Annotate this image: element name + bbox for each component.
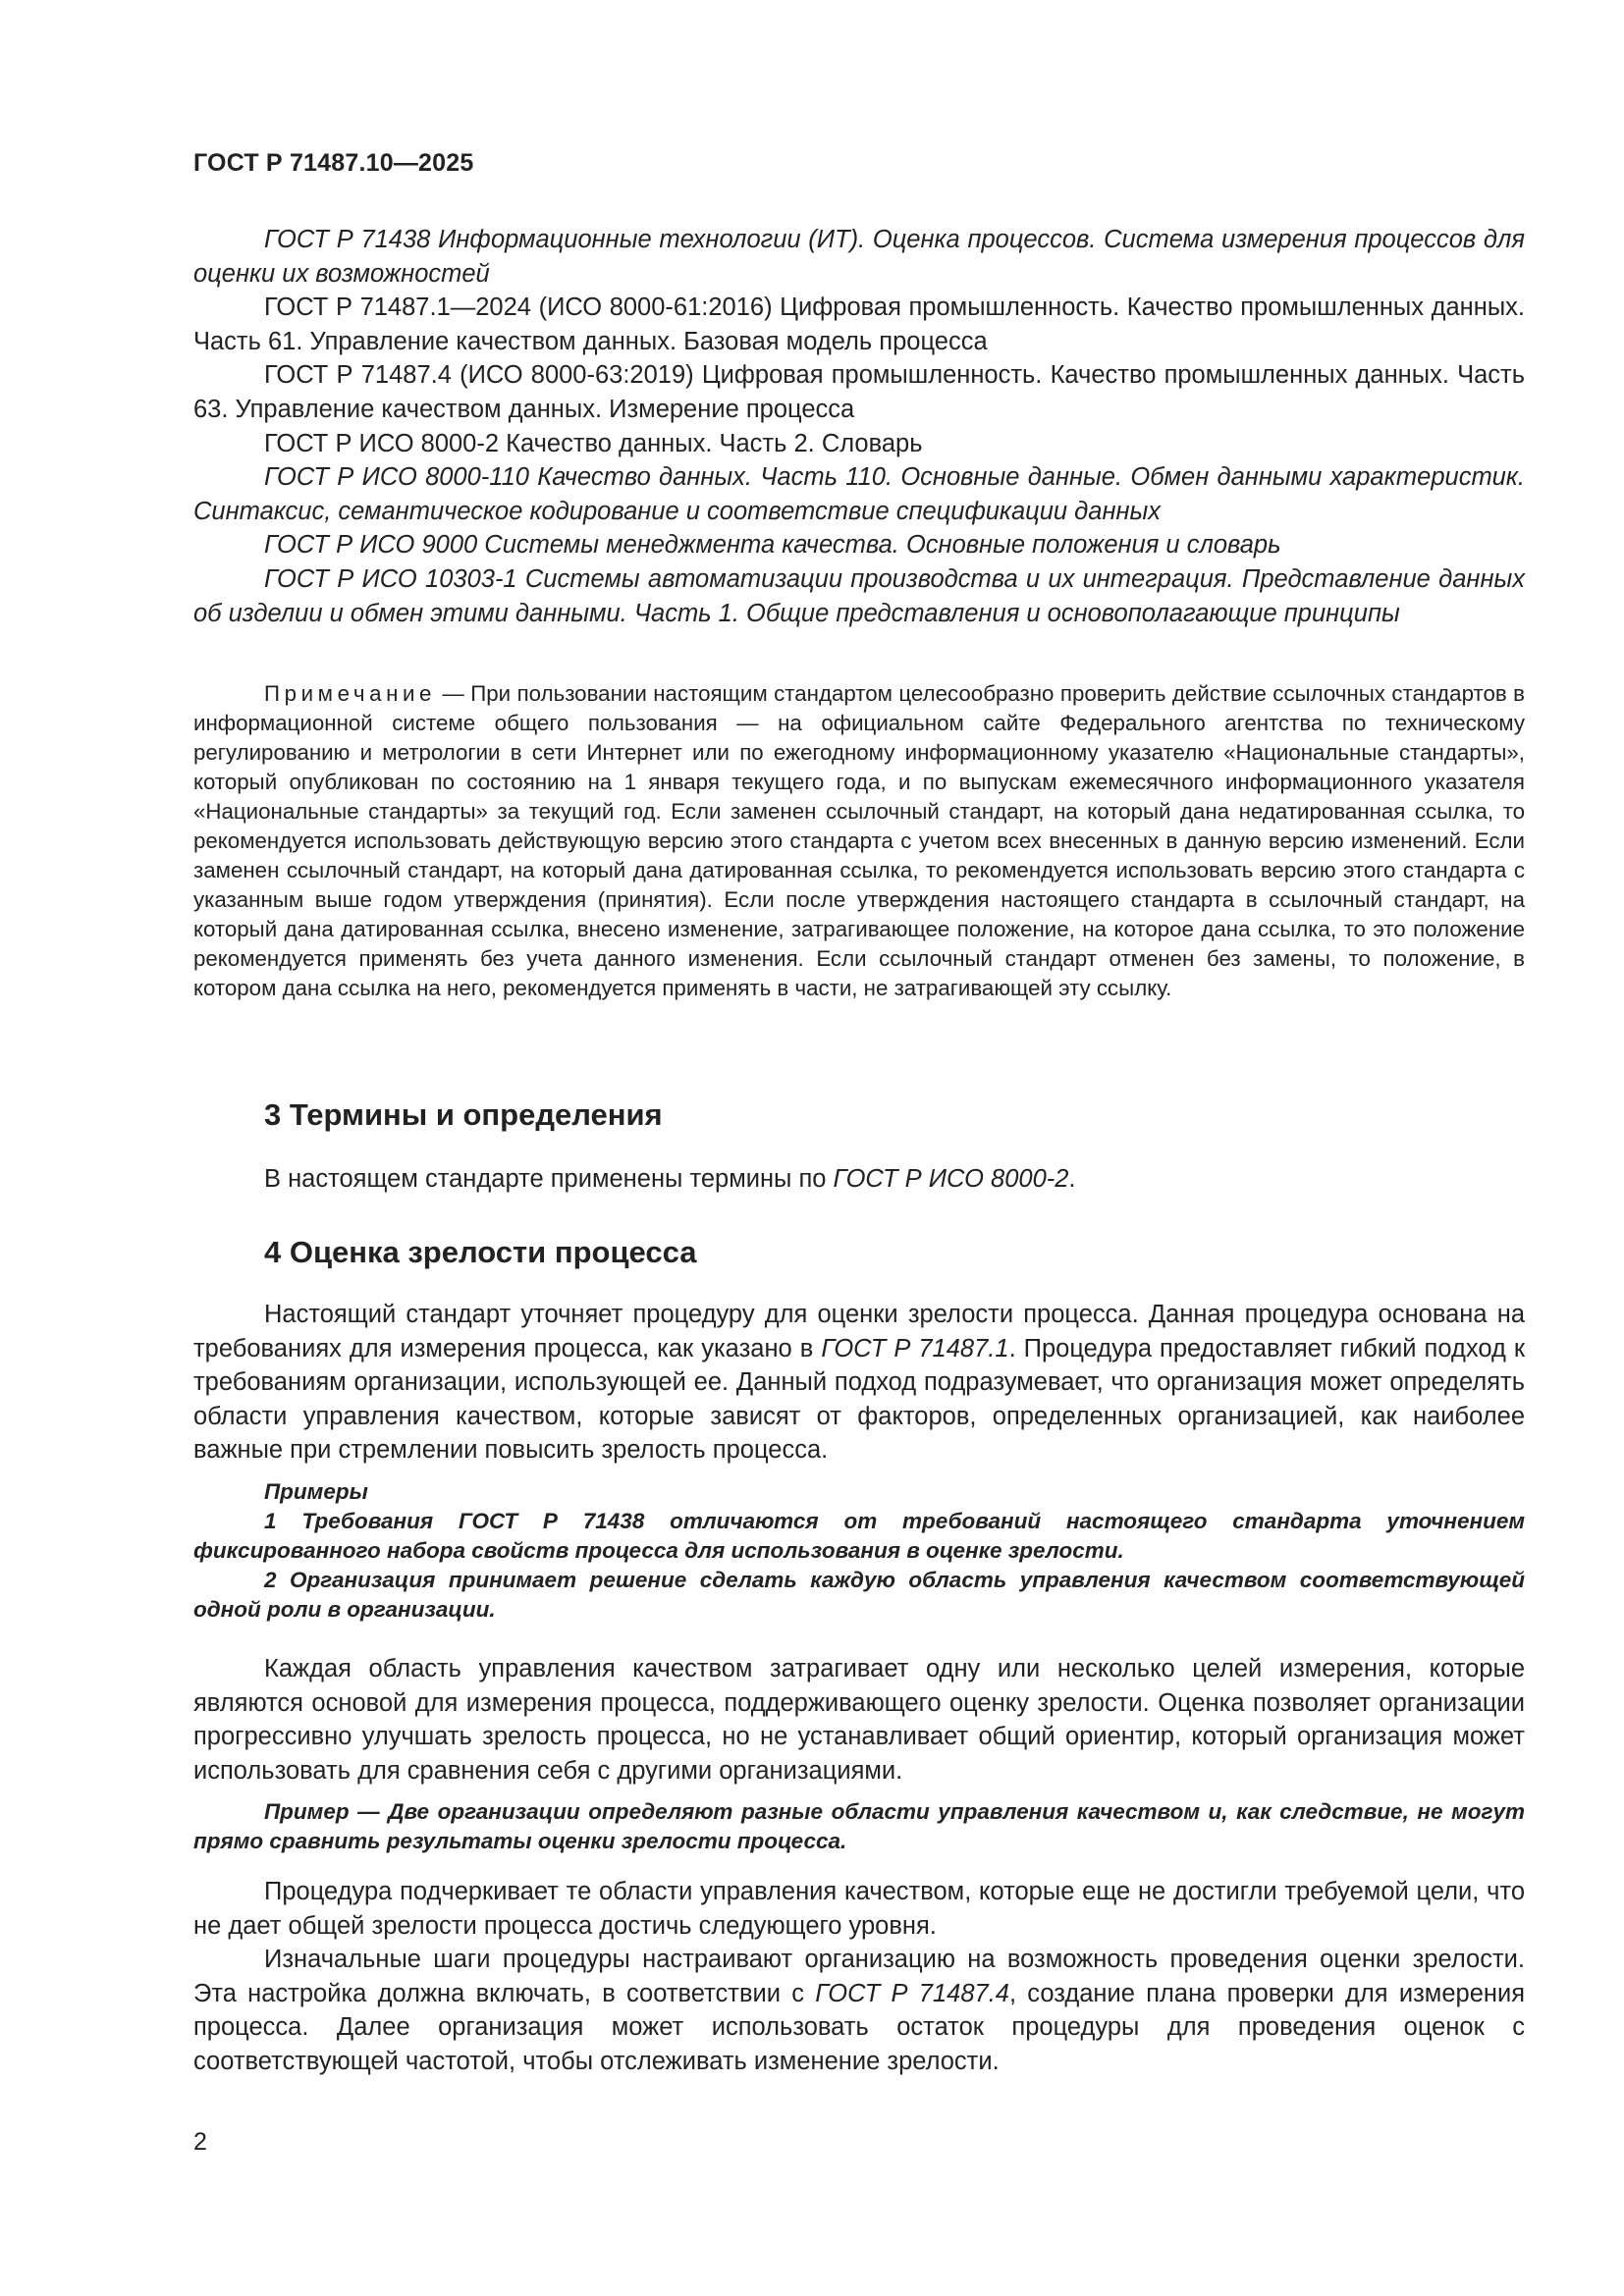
- page-header-doc-id: ГОСТ Р 71487.10—2025: [193, 149, 474, 177]
- example-1: 1 Требования ГОСТ Р 71438 отличаются от требований настоящего стандарта уточнением фиксированного набора свойств процесса для использования в оценке зрелости.: [193, 1509, 1525, 1563]
- reference-item: ГОСТ Р 71487.1—2024 (ИСО 8000-61:2016) Цифровая промышленность. Качество промышленных данных. Часть 61. Управление качеством данных. Базовая модель процесса: [193, 294, 1525, 355]
- reference-item: ГОСТ Р 71438 Информационные технологии (ИТ). Оценка процессов. Система измерения процессов для оценки их возможностей: [193, 226, 1525, 288]
- reference-item: ГОСТ Р 71487.4 (ИСО 8000-63:2019) Цифровая промышленность. Качество промышленных данных. Часть 63. Управление качеством данных. Измерение процесса: [193, 361, 1525, 423]
- examples-label: Примеры: [264, 1479, 368, 1504]
- section-3-paragraph: [193, 1162, 1525, 1197]
- text: .: [1068, 1165, 1076, 1193]
- text: Процедура подчеркивает те области управления качеством, которые еще не достигли требуемой цели, что не дает общей зрелости процесса достичь следующего уровня.: [193, 1878, 1525, 1940]
- note-label: Примечание: [264, 681, 437, 706]
- section-4-title: 4 Оценка зрелости процесса: [264, 1235, 697, 1269]
- reference-item: ГОСТ Р ИСО 10303-1 Системы автоматизации производства и их интеграция. Представление данных об изделии и обмен этими данными. Часть 1. Общие представления и основополагающие принципы: [193, 564, 1525, 627]
- text: . Процедура предоставляет гибкий подход к требованиям организации, использующей ее. Данный подход подразумевает, что организация может определять области управления качеством, которые зависят от факторов, определенных организацией, как наиболее важные при стремлении повысить зрелость процесса.: [193, 1334, 1526, 1465]
- reference-note: [193, 679, 1525, 1003]
- standard-reference: ГОСТ Р 71487.1: [821, 1334, 1009, 1362]
- reference-item: ГОСТ Р ИСО 8000-2 Качество данных. Часть 2. Словарь: [264, 429, 923, 457]
- text: Настоящий стандарт уточняет процедуру для оценки зрелости процесса. Данная процедура основана на требованиях для измерения процесса, как указано в: [193, 1301, 1525, 1362]
- reference-item: ГОСТ Р ИСО 9000 Системы менеджмента качества. Основные положения и словарь: [264, 531, 1281, 560]
- section-4-examples: [193, 1477, 1525, 1625]
- section-3-title: 3 Термины и определения: [264, 1097, 663, 1132]
- text: Пример — Две организации определяют разные области управления качеством и, как следствие, не могут прямо сравнить результаты оценки зрелости процесса.: [193, 1799, 1525, 1853]
- section-4-paragraph-2: [193, 1652, 1525, 1788]
- section-4-paragraph-1: [193, 1298, 1525, 1468]
- text: Каждая область управления качеством затрагивает одну или несколько целей измерения, которые являются основой для измерения процесса, поддерживающего оценку зрелости. Оценка позволяет организации прогрессивно улучшать зрелость процесса, но не устанавливает общий ориентир, который организация может использовать для сравнения себя с другими организациями.: [193, 1655, 1525, 1785]
- standard-reference: ГОСТ Р 71487.4: [815, 1979, 1009, 2007]
- reference-item: ГОСТ Р ИСО 8000-110 Качество данных. Часть 110. Основные данные. Обмен данными характеристик. Синтаксис, семантическое кодирование и соответствие спецификации данных: [193, 463, 1525, 525]
- section-4-paragraph-4: [193, 1943, 1525, 2078]
- note-text: — При пользовании настоящим стандартом целесообразно проверить действие ссылочных стандартов в информационной системе общего пользования — на официальном сайте Федерального агентства по техническому регулированию и метрологии в сети Интернет или по ежегодному информационному указателю «Национальные стандарты», который опубликован по состоянию на 1 января текущего года, и по выпускам ежемесячного информационного указателя «Национальные стандарты» за текущий год. Если заменен ссылочный стандарт, на который дана недатированная ссылка, то рекомендуется использовать действующую версию этого стандарта с учетом всех внесенных в данную версию изменений. Если заменен ссылочный стандарт, на который дана датированная ссылка, то рекомендуется использовать версию этого стандарта с указанным выше годом утверждения (принятия). Если после утверждения настоящего стандарта в ссылочный стандарт, на который дана датированная ссылка, внесено изменение, затрагивающее положение, на которое дана ссылка, то это положение рекомендуется применять без учета данного изменения. Если ссылочный стандарт отменен без замены, то положение, в котором дана ссылка на него, рекомендуется применять в части, не затрагивающей эту ссылку.: [193, 681, 1525, 1000]
- normative-references-list: [193, 223, 1525, 630]
- section-3-body: [193, 1162, 1525, 1197]
- text: , создание плана проверки для измерения процесса. Далее организация может использовать остаток процедуры для проведения оценок с соответствующей частотой, чтобы отслеживать изменение зрелости.: [193, 1979, 1526, 2075]
- standard-reference: ГОСТ Р ИСО 8000-2: [833, 1165, 1069, 1193]
- text: В настоящем стандарте применены термины по: [264, 1165, 834, 1193]
- section-4-example-3: [193, 1797, 1525, 1856]
- section-4-paragraph-3-4: [193, 1875, 1525, 2079]
- example-2: 2 Организация принимает решение сделать каждую область управления качеством соответствующей одной роли в организации.: [193, 1568, 1525, 1622]
- text: Изначальные шаги процедуры настраивают организацию на возможность проведения оценки зрелости. Эта настройка должна включать, в соответствии с: [193, 1946, 1525, 2007]
- page-number: 2: [193, 2128, 207, 2156]
